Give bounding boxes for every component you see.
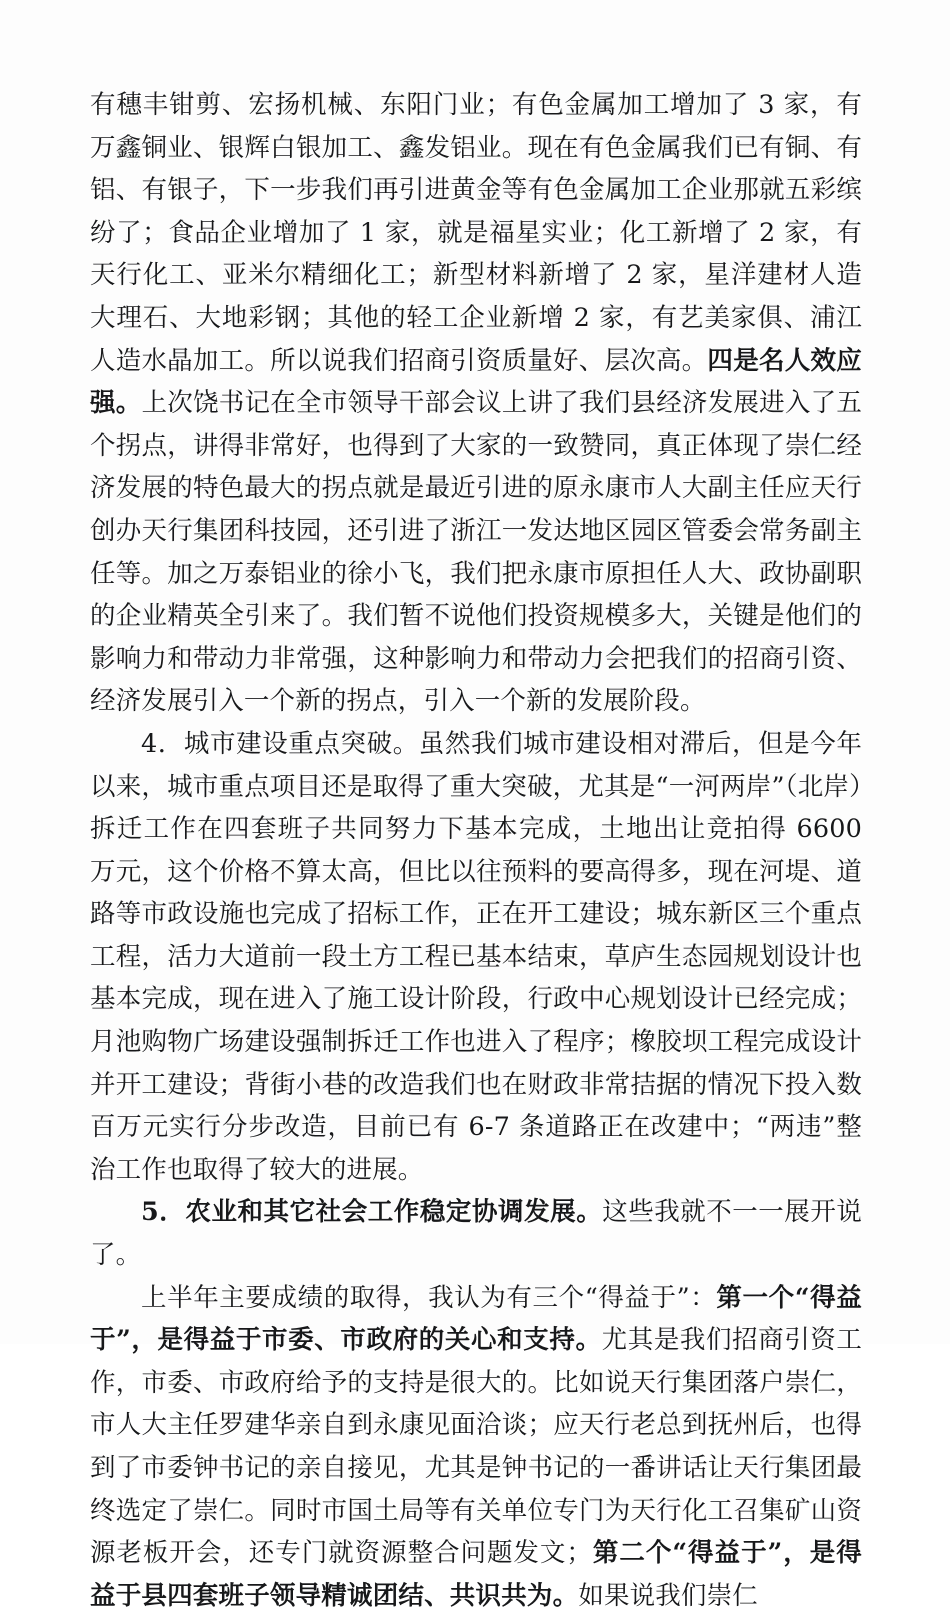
text-run: 尤其是我们招商引资工作，市委、市政府给予的支持是很大的。比如说天行集团落户崇仁，市人大主任罗建华亲自到永康见面洽谈；应天行老总到抚州后，也得到了市委钟书记的亲自接见，尤其是钟书记的一番讲话让天行集团最终选定了崇仁。同时市国土局等有关单位专门为天行化工召集矿山资源老板开会，还专门就资源整合问题发文；: [90, 1325, 862, 1569]
document-body: [90, 84, 862, 1617]
text-run: 这些我就不一一展开说了。: [90, 1197, 862, 1271]
para-item-4-urban-construction: [90, 723, 862, 1192]
emphasis-run: 四是名人效应强。: [90, 345, 862, 419]
emphasis-run: 5．农业和其它社会工作稳定协调发展。: [141, 1197, 603, 1228]
para-item-5-agriculture: [90, 1191, 862, 1276]
emphasis-run: 第一个“得益于”，是得益于市委、市政府的关心和支持。: [90, 1282, 862, 1356]
text-run: 上半年主要成绩的取得，我认为有三个“得益于”：: [141, 1282, 717, 1313]
para-industry-investment: [90, 84, 862, 723]
text-run: 4．城市建设重点突破。虽然我们城市建设相对滞后，但是今年以来，城市重点项目还是取得了重大突破，尤其是“一河两岸”（北岸）拆迁工作在四套班子共同努力下基本完成，土地出让竞拍得 6600 万元，这个价格不算太高，但比以往预料的要高得多，现在河堤、道路等市政设施也完成了招标工作，正在开工建设；城东新区三个重点工程，活力大道前一段土方工程已基本结束，草庐生态园规划设计也基本完成，现在进入了施工设计阶段，行政中心规划设计已经完成；月池购物广场建设强制拆迁工作也进入了程序；橡胶坝工程完成设计并开工建设；背街小巷的改造我们也在财政非常拮据的情况下投入数百万元实行分步改造，目前已有 6-7 条道路正在改建中；“两违”整治工作也取得了较大的进展。: [90, 728, 862, 1185]
para-three-benefits: [90, 1277, 862, 1617]
emphasis-run: 第二个“得益于”，是得益于县四套班子领导精诚团结、共识共为。: [90, 1538, 862, 1611]
text-run: 有穗丰钳剪、宏扬机械、东阳门业；有色金属加工增加了 3 家，有万鑫铜业、银辉白银加工、鑫发铝业。现在有色金属我们已有铜、有铝、有银子，下一步我们再引进黄金等有色金属加工企业那就五彩缤纷了；食品企业增加了 1 家，就是福星实业；化工新增了 2 家，有天行化工、亚米尔精细化工；新型材料新增了 2 家，星洋建材人造大理石、大地彩钢；其他的轻工企业新增 2 家，有艺美家俱、浦江人造水晶加工。所以说我们招商引资质量好、层次高。: [90, 90, 862, 376]
text-run: 上次饶书记在全市领导干部会议上讲了我们县经济发展进入了五个拐点，讲得非常好，也得到了大家的一致赞同，真正体现了崇仁经济发展的特色最大的拐点就是最近引进的原永康市人大副主任应天行创办天行集团科技园，还引进了浙江一发达地区园区管委会常务副主任等。加之万泰铝业的徐小飞，我们把永康市原担任人大、政协副职的企业精英全引来了。我们暂不说他们投资规模多大，关键是他们的影响力和带动力非常强，这种影响力和带动力会把我们的招商引资、经济发展引入一个新的拐点，引入一个新的发展阶段。: [90, 388, 863, 717]
text-run: 如果说我们崇仁: [578, 1580, 758, 1611]
